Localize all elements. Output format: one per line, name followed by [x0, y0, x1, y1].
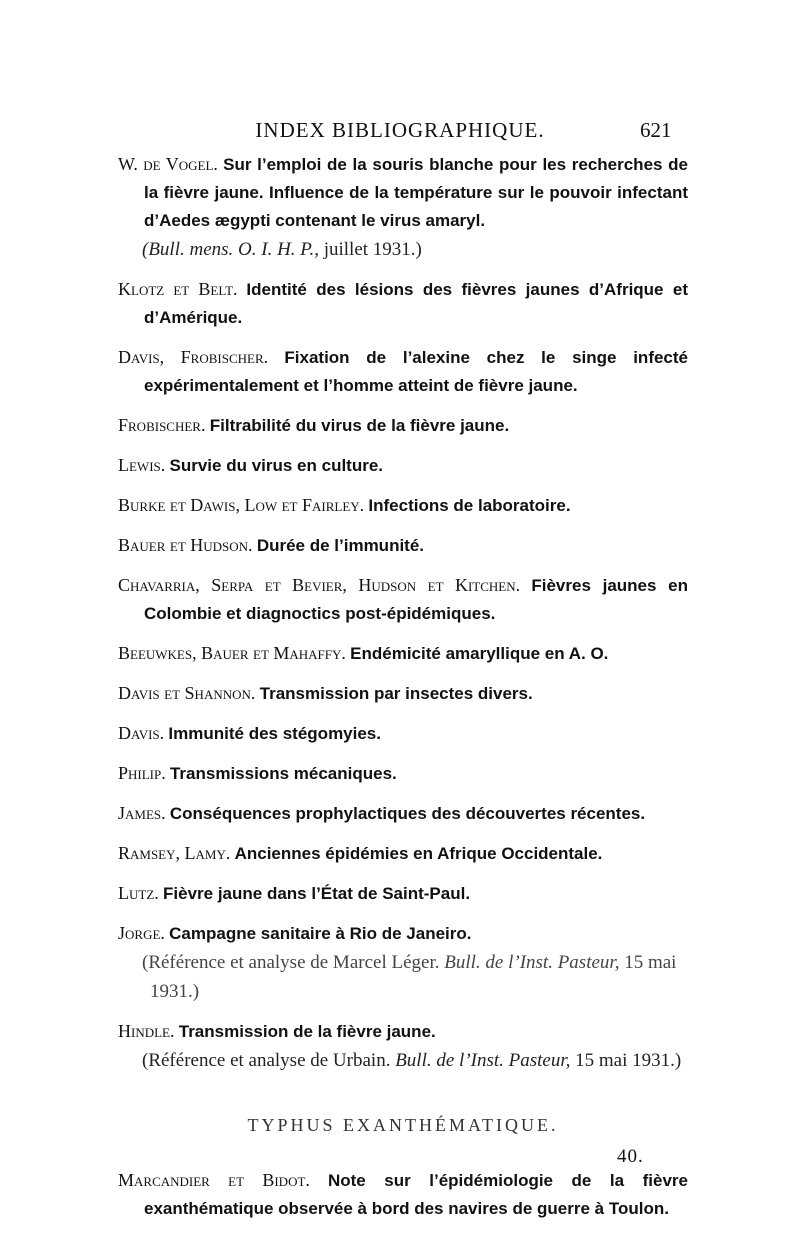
entry-title: Transmission de la fièvre jaune.: [178, 1022, 436, 1041]
entry-title: Infections de laboratoire.: [368, 496, 571, 515]
entry-authors: Ramsey, Lamy.: [118, 843, 231, 863]
entry-title: Fièvre jaune dans l’État de Saint-Paul.: [163, 884, 471, 903]
reference-analysis: (Référence et analyse de Marcel Léger.: [142, 952, 445, 973]
entry-title: Transmission par insectes divers.: [259, 684, 533, 703]
bibliography-entry: [118, 411, 688, 440]
bibliography-entry: [118, 1017, 688, 1075]
bibliography-entry: [118, 571, 688, 628]
entry-authors: Frobischer.: [118, 415, 206, 435]
entry-reference: [118, 235, 688, 264]
entry-authors: Marcandier et Bidot.: [118, 1170, 310, 1190]
entry-authors: Chavarria, Serpa et Bevier, Hudson et Kitchen.: [118, 575, 521, 595]
entry-authors: Davis et Shannon.: [118, 683, 256, 703]
entry-authors: Beeuwkes, Bauer et Mahaffy.: [118, 643, 346, 663]
page-header: [0, 118, 800, 148]
entry-authors: Lewis.: [118, 455, 166, 475]
bibliography-entry: [118, 879, 688, 908]
bibliography-entry: [118, 1166, 688, 1223]
entry-authors: Bauer et Hudson.: [118, 535, 253, 555]
reference-journal: (Bull. mens. O. I. H. P.,: [142, 239, 319, 260]
entry-authors: Davis.: [118, 723, 165, 743]
entry-authors: Davis, Frobischer.: [118, 347, 269, 367]
entry-title: Survie du virus en culture.: [169, 456, 384, 475]
bibliography-entry: [118, 150, 688, 264]
signature-mark: 40.: [617, 1146, 644, 1167]
bibliography-entry: [118, 531, 688, 560]
bibliography-entry: [118, 451, 688, 480]
entry-title: Campagne sanitaire à Rio de Janeiro.: [169, 924, 472, 943]
bibliography-entry: [118, 679, 688, 708]
entry-title: Anciennes épidémies en Afrique Occidentale.: [234, 844, 603, 863]
entry-title: Sur l’emploi de la souris blanche pour les recherches de la fièvre jaune. Influence de la température sur le pouvoir infectant d’Aedes ægypti contenant le virus amaryl.: [144, 155, 688, 230]
bibliography-entry: [118, 491, 688, 520]
entry-title: Fièvres jaunes en Colombie et diagnoctics post-épidémiques.: [144, 576, 689, 623]
entry-title: Note sur l’épidémiologie de la fièvre exanthématique observée à bord des navires de guerre à Toulon.: [144, 1171, 688, 1218]
bibliography-entry: [118, 639, 688, 668]
entry-authors: Burke et Dawis, Low et Fairley.: [118, 495, 365, 515]
entry-title: Endémicité amaryllique en A. O.: [350, 644, 609, 663]
entry-authors: Lutz.: [118, 883, 159, 903]
bibliography-entry: [118, 719, 688, 748]
entry-title: Filtrabilité du virus de la fièvre jaune.: [209, 416, 510, 435]
entry-authors: Philip.: [118, 763, 166, 783]
bibliography-entry: [118, 839, 688, 868]
reference-date: juillet 1931.): [318, 239, 422, 260]
entry-authors: W. de Vogel.: [118, 154, 218, 174]
reference-analysis: (Référence et analyse de Urbain.: [142, 1050, 396, 1071]
bibliography-entry: [118, 343, 688, 400]
entry-authors: Hindle.: [118, 1021, 175, 1041]
bibliography-entry: [118, 919, 688, 1006]
entry-title: Fixation de l’alexine chez le singe infecté expérimentalement et l’homme atteint de fièvre jaune.: [144, 348, 688, 395]
page-title: INDEX BIBLIOGRAPHIQUE.: [255, 118, 545, 142]
bibliography-list: [118, 150, 688, 1234]
entry-reference: [118, 948, 688, 1006]
entry-title: Conséquences prophylactiques des découvertes récentes.: [169, 804, 646, 823]
bibliography-entry: [118, 799, 688, 828]
bibliography-entry: [118, 759, 688, 788]
entry-title: Durée de l’immunité.: [256, 536, 425, 555]
entry-title: Identité des lésions des fièvres jaunes d’Afrique et d’Amérique.: [144, 280, 688, 327]
entry-authors: Jorge.: [118, 923, 165, 943]
reference-journal: Bull. de l’Inst. Pasteur,: [395, 1050, 571, 1071]
entry-authors: Klotz et Belt.: [118, 279, 238, 299]
entry-title: Immunité des stégomyies.: [168, 724, 381, 743]
bibliography-entry: [118, 275, 688, 332]
reference-date: 15 mai 1931.): [570, 1050, 682, 1071]
reference-journal: Bull. de l’Inst. Pasteur,: [444, 952, 620, 973]
page-number: 621: [640, 118, 672, 142]
entry-reference: [118, 1046, 688, 1075]
entry-title: Transmissions mécaniques.: [169, 764, 397, 783]
section-heading: TYPHUS EXANTHÉMATIQUE.: [247, 1115, 559, 1135]
entry-authors: James.: [118, 803, 166, 823]
reference-date: 15 mai 1931.): [150, 952, 677, 1002]
